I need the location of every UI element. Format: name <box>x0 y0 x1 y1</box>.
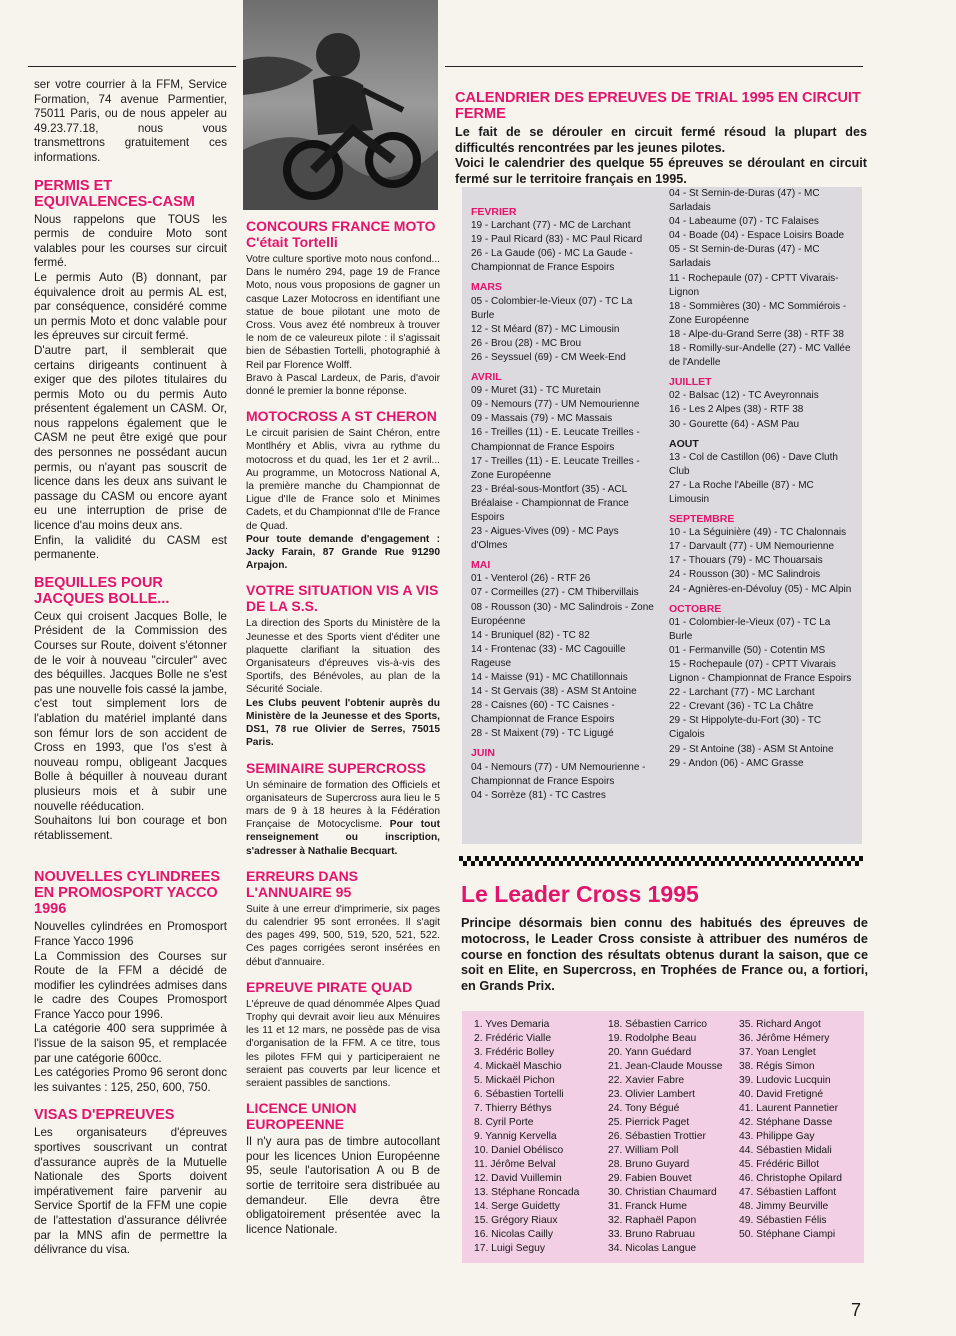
calendar-event: 14 - Bruniquel (82) - TC 82 <box>471 629 590 641</box>
checker-square <box>779 856 783 861</box>
calendar-event: 29 - St Antoine (38) - ASM St Antoine <box>669 743 834 755</box>
ranking-entry: 16. Nicolas Cailly <box>474 1229 553 1240</box>
checker-square <box>835 856 839 861</box>
checker-square <box>751 861 755 866</box>
calendar-column-left <box>471 205 657 803</box>
paragraph: L'épreuve de quad dénommée Alpes Quad Trophy qui devrait avoir lieu aux Ménuires les 11 et 12 mars, ne possède pas de visa d'organisation de la FFM. A ce titre, tous les pilotes FFM qui y participeraient ne seraient pas couverts par leur licence et seraient passibles de sanctions. <box>246 998 440 1089</box>
checker-square <box>679 861 683 866</box>
checker-square <box>575 861 579 866</box>
calendar-event: 26 - La Gaude (06) - MC La Gaude - Championnat de France Espoirs <box>471 248 633 274</box>
top-rule-left <box>28 66 236 67</box>
checker-square <box>795 856 799 861</box>
ranking-entry: 34. Nicolas Langue <box>608 1243 697 1254</box>
ranking-entry: 9. Yannig Kervella <box>474 1131 557 1142</box>
intro-text: ser votre courrier à la FFM, Service Formation, 74 avenue Parmentier, 75011 Paris, ou de nous appeler au 49.23.77.18, nous vous transmettrons gratuitement ces informations. <box>34 78 227 164</box>
calendar-event: 04 - Labeaume (07) - TC Falaises <box>669 216 819 228</box>
ranking-entry: 40. David Fretigné <box>739 1089 824 1100</box>
calendar-event: 16 - Treilles (11) - E. Leucate Treilles - Championnat de France Espoirs <box>471 427 640 453</box>
checker-square <box>515 856 519 861</box>
calendar-event: 24 - Rousson (30) - MC Salindrois <box>669 569 821 581</box>
checker-square <box>579 856 583 861</box>
ranking-entry: 23. Olivier Lambert <box>608 1089 695 1100</box>
checker-square <box>607 861 611 866</box>
checker-square <box>643 856 647 861</box>
checker-square <box>727 861 731 866</box>
ranking-entry: 35. Richard Angot <box>739 1019 821 1030</box>
ranking-entry: 49. Sébastien Félis <box>739 1215 827 1226</box>
checker-square <box>807 861 811 866</box>
checker-square <box>767 861 771 866</box>
checker-square <box>671 861 675 866</box>
heading-bequilles: BEQUILLES POUR JACQUES BOLLE... <box>34 574 170 607</box>
ranking-entry: 7. Thierry Béthys <box>474 1103 552 1114</box>
ranking-entry: 22. Xavier Fabre <box>608 1075 685 1086</box>
calendar-event: 07 - Cormeilles (27) - CM Thibervillais <box>471 587 639 599</box>
calendar-event: 01 - Colombier-le-Vieux (07) - TC La Burle <box>669 616 831 642</box>
ranking-box <box>462 1011 864 1263</box>
checker-square <box>799 861 803 866</box>
calendar-event: 02 - Balsac (12) - TC Aveyronnais <box>669 390 819 402</box>
checker-square <box>755 856 759 861</box>
checker-square <box>519 861 523 866</box>
checker-square <box>659 856 663 861</box>
checker-square <box>499 856 503 861</box>
calendar-box <box>462 187 862 844</box>
checker-square <box>539 856 543 861</box>
ranking-entry: 17. Luigi Seguy <box>474 1243 545 1254</box>
paragraph: Bravo à Pascal Lardeux, de Paris, d'avoir donné le premier la bonne réponse. <box>246 372 440 398</box>
calendar-month: FEVRIER <box>471 206 517 218</box>
ranking-entry: 39. Ludovic Lucquin <box>739 1075 831 1086</box>
paragraph: Il n'y aura pas de timbre autocollant pour les licences Union Européenne 95, seule l'autorisation A ou B de sortie de territoire sera distribuée au demandeur. Elle devra être obligatoirement présentée avec la licence Nationale. <box>246 1135 440 1236</box>
calendar-month: MARS <box>471 281 502 294</box>
checker-square <box>479 861 483 866</box>
checker-square <box>495 861 499 866</box>
checker-square <box>623 861 627 866</box>
checker-square <box>715 856 719 861</box>
paragraph-bold: Pour toute demande d'engagement : Jacky Farain, 87 Grande Rue 91290 Arpajon. <box>246 533 440 572</box>
calendar-event: 01 - Fermanville (50) - Cotentin MS <box>669 644 826 656</box>
checker-square <box>591 861 595 866</box>
ranking-entry: 8. Cyril Porte <box>474 1117 534 1128</box>
checker-square <box>707 856 711 861</box>
calendar-event: 10 - La Séguinière (49) - TC Chalonnais <box>669 527 847 539</box>
ranking-entry: 4. Mickaël Maschio <box>474 1061 562 1072</box>
leader-title: Le Leader Cross 1995 <box>461 881 699 907</box>
heading-visas: VISAS D'EPREUVES <box>34 1107 175 1124</box>
checker-square <box>639 861 643 866</box>
heading-calendrier: CALENDRIER DES EPREUVES DE TRIAL 1995 EN CIRCUIT FERME <box>455 90 861 122</box>
ranking-entry: 43. Philippe Gay <box>739 1131 815 1142</box>
checker-square <box>815 861 819 866</box>
paragraph: Souhaitons lui bon courage et bon rétablissement. <box>34 814 227 842</box>
ranking-entry: 10. Daniel Obélisco <box>474 1145 564 1156</box>
checker-square <box>555 856 559 861</box>
ranking-entry: 45. Frédéric Billot <box>739 1159 820 1170</box>
paragraph: Le circuit parisien de Saint Chéron, entre Montlhéry et Ablis, vivra au rythme du motocross et du quad, les 1er et 2 avril... Au programme, un Motocross National A, la première manche du Championnat de Ligue d'Ile de France solo et Minimes Cadets, et du Championnat d'Ile de France de Quad. <box>246 428 440 532</box>
checker-square <box>595 856 599 861</box>
ranking-entry: 3. Frédéric Bolley <box>474 1047 555 1058</box>
checker-square <box>531 856 535 861</box>
calendar-event: 14 - Frontenac (33) - MC Cagouille Rageuse <box>471 643 626 669</box>
checker-square <box>775 861 779 866</box>
ranking-entry: 28. Bruno Guyard <box>608 1159 690 1170</box>
column-middle <box>246 218 440 1237</box>
calendar-event: 11 - Rochepaule (07) - CPTT Vivarais-Lignon <box>669 272 839 298</box>
calendar-event: 19 - Larchant (77) - MC de Larchant <box>471 220 631 232</box>
checker-square <box>687 861 691 866</box>
leader-text: Principe désormais bien connu des habitués des épreuves de motocross, le Leader Cross consiste à attribuer des numéros de course en fonction des résultats obtenus durant la saison, que ce soit en Elite, en Supercross, en Trophées de France ou, a fortiori, en Grands Prix. <box>461 916 868 994</box>
calendar-event: 29 - St Hippolyte-du-Fort (30) - TC Cigalois <box>669 715 822 741</box>
calendar-event: 14 - St Gervais (38) - ASM St Antoine <box>471 686 637 698</box>
checker-square <box>699 856 703 861</box>
calendar-event: 29 - Andon (06) - AMC Grasse <box>669 757 804 769</box>
checker-square <box>651 856 655 861</box>
top-rule-right <box>445 66 863 67</box>
checker-square <box>563 856 567 861</box>
ranking-entry: 1. Yves Demaria <box>474 1019 550 1030</box>
checker-square <box>667 856 671 861</box>
ranking-entry: 24. Tony Bégué <box>608 1103 680 1114</box>
paragraph: Votre culture sportive moto nous confond... Dans le numéro 294, page 19 de France Moto, nous vous proposions de gagner un casque Lazer Motocross en identifiant une statue de boue pilotant une moto de Cross. Vous avez été nombreux à trouver le nom de ce valeureux pilote : il s'agissait bien de Sébastien Tortelli, photographié à Reil par Florence Wolff. <box>246 254 440 371</box>
calendar-month: JUIN <box>471 747 495 760</box>
calendar-event: 28 - St Maixent (79) - TC Ligugé <box>471 728 614 740</box>
checker-square <box>787 856 791 861</box>
ranking-entry: 18. Sébastien Carrico <box>608 1019 708 1030</box>
calendar-month: JUILLET <box>669 376 712 389</box>
ranking-entry: 2. Frédéric Vialle <box>474 1033 552 1044</box>
checker-square <box>615 861 619 866</box>
checker-square <box>843 856 847 861</box>
calendar-month: AVRIL <box>471 371 502 384</box>
calendar-event: 23 - Aigues-Vives (09) - MC Pays d'Olmes <box>471 526 619 552</box>
calendar-event: 23 - Bréal-sous-Montfort (35) - ACL Bréalaise - Championnat de France Espoirs <box>471 483 629 523</box>
ranking-entry: 32. Raphaël Papon <box>608 1215 697 1226</box>
heading-motocross: MOTOCROSS A ST CHERON <box>246 408 437 425</box>
checker-square <box>703 861 707 866</box>
heading-cylindrees: NOUVELLES CYLINDREES EN PROMOSPORT YACCO 1996 <box>34 869 221 918</box>
checker-square <box>695 861 699 866</box>
checker-square <box>611 856 615 861</box>
checker-square <box>791 861 795 866</box>
checker-square <box>487 861 491 866</box>
calendar-event: 16 - Les 2 Alpes (38) - RTF 38 <box>669 404 804 416</box>
ranking-entry: 30. Christian Chaumard <box>608 1187 717 1198</box>
ranking-entry: 42. Stéphane Dasse <box>739 1117 833 1128</box>
checker-square <box>507 856 511 861</box>
calendar-event: 09 - Nemours (77) - UM Nemourienne <box>471 399 640 411</box>
checker-square <box>599 861 603 866</box>
checker-square <box>475 856 479 861</box>
calendar-column-right <box>669 187 855 771</box>
checker-square <box>763 856 767 861</box>
ranking-entry: 19. Rodolphe Beau <box>608 1033 697 1044</box>
ranking-entry: 12. David Vuillemin <box>474 1173 562 1184</box>
paragraph: La catégorie 400 sera supprimée à l'issue de la saison 95, et remplacée par une catégorie 600cc. <box>34 1022 227 1065</box>
checker-strip <box>459 856 863 866</box>
ranking-entry: 44. Sébastien Midali <box>739 1145 832 1156</box>
checker-square <box>735 861 739 866</box>
paragraph: Suite à une erreur d'imprimerie, six pages du calendrier 95 sont erronées. Il s'agit des pages 499, 500, 519, 520, 521, 522. Ces pages corrigées seront insérées en début d'annuaire. <box>246 903 440 968</box>
calendar-event: 28 - Caisnes (60) - TC Caisnes - Championnat de France Espoirs <box>471 700 615 726</box>
motocross-photo <box>243 0 438 210</box>
calendar-event: 13 - Col de Castillon (06) - Dave Cluth Club <box>669 451 838 477</box>
checker-square <box>859 856 863 861</box>
calendar-month: AOUT <box>669 437 699 450</box>
checker-square <box>839 861 843 866</box>
calendar-event: 09 - Massais (79) - MC Massais <box>471 413 613 425</box>
heading-concours: CONCOURS FRANCE MOTO <box>246 218 436 234</box>
ranking-entry: 37. Yoan Lenglet <box>739 1047 816 1058</box>
checker-square <box>831 861 835 866</box>
ranking-entry: 29. Fabien Bouvet <box>608 1173 692 1184</box>
calendar-event: 05 - Colombier-le-Vieux (07) - TC La Burle <box>471 295 633 321</box>
ranking-entry: 5. Mickaël Pichon <box>474 1075 555 1086</box>
ranking-entry: 46. Christophe Opilard <box>739 1173 843 1184</box>
ranking-entry: 41. Laurent Pannetier <box>739 1103 839 1114</box>
calendar-event: 26 - Brou (28) - MC Brou <box>471 337 582 349</box>
checker-square <box>547 856 551 861</box>
calendar-event: 18 - Sommières (30) - MC Sommiérois - Zone Européenne <box>669 300 847 326</box>
calendar-event: 22 - Crevant (36) - TC La Châtre <box>669 701 814 713</box>
calendar-event: 09 - Muret (31) - TC Muretain <box>471 385 601 397</box>
calendar-event: 15 - Rochepaule (07) - CPTT Vivarais Lignon - Championnat de France Espoirs <box>669 659 852 685</box>
calendar-event: 18 - Romilly-sur-Andelle (27) - MC Vallée de l'Andelle <box>669 343 851 369</box>
heading-licence: LICENCE UNION EUROPEENNE <box>246 1100 357 1133</box>
checker-square <box>551 861 555 866</box>
checker-square <box>463 861 467 866</box>
checker-square <box>827 856 831 861</box>
ranking-entry: 13. Stéphane Roncada <box>474 1187 580 1198</box>
checker-square <box>683 856 687 861</box>
checker-square <box>627 856 631 861</box>
checker-square <box>647 861 651 866</box>
checker-square <box>511 861 515 866</box>
paragraph: Nous rappelons que TOUS les permis de conduire Moto sont valables pour les courses sur circuit fermé. <box>34 212 227 270</box>
checker-square <box>855 861 859 866</box>
calendar-event: 24 - Agnières-en-Dévoluy (05) - MC Alpin <box>669 583 852 595</box>
ranking-entry: 48. Jimmy Beurville <box>739 1201 829 1212</box>
subheading-tortelli: C'était Tortelli <box>246 234 338 250</box>
paragraph: D'autre part, il semblerait que certains dirigeants continuent à exiger que des pilotes titulaires du permis Moto ou du permis Auto présentent également un CASM. Or, nous rappelons également que le CASM ne peut être exigé que pour des personnes ne possédant aucun permis, ou n'ayant pas souscrit de licence dans les deux ans suivant le passage du CASM ou encore ayant eu une interruption de prise de licence d'au moins deux ans. <box>34 343 227 533</box>
calendar-event: 30 - Gourette (64) - ASM Pau <box>669 418 800 430</box>
checker-square <box>743 861 747 866</box>
calendar-event: 04 - Sorrèze (81) - TC Castres <box>471 789 606 801</box>
checker-square <box>655 861 659 866</box>
checker-square <box>847 861 851 866</box>
ranking-entry: 20. Yann Guédard <box>608 1047 692 1058</box>
checker-square <box>567 861 571 866</box>
ranking-entry: 38. Régis Simon <box>739 1061 815 1072</box>
checker-square <box>543 861 547 866</box>
paragraph: Enfin, la validité du CASM est permanente. <box>34 533 227 562</box>
calendar-intro: Voici le calendrier des quelque 55 épreuves se déroulant en circuit fermé sur le territoire français en 1995. <box>455 156 867 186</box>
ranking-entry: 21. Jean-Claude Mousse <box>608 1061 723 1072</box>
calendar-event: 17 - Darvault (77) - UM Nemourienne <box>669 541 835 553</box>
calendar-event: 01 - Venterol (26) - RTF 26 <box>471 573 591 585</box>
checker-square <box>631 861 635 866</box>
paragraph: La direction des Sports du Ministère de la Jeunesse et des Sports vient d'éditer une plaquette clarifiant la situation des Organisateurs d'épreuves vis-à-vis des Sportifs, des Bénévoles, au plan de la Sécurité Sociale. <box>246 618 440 696</box>
checker-square <box>783 861 787 866</box>
ranking-entry: 50. Stéphane Ciampi <box>739 1229 836 1240</box>
calendar-intro: Le fait de se dérouler en circuit fermé résoud la plupart des difficultés rencontrées par les jeunes pilotes. <box>455 125 867 155</box>
calendar-event: 22 - Larchant (77) - MC Larchant <box>669 687 815 699</box>
checker-square <box>663 861 667 866</box>
calendar-event: 04 - Nemours (77) - UM Nemourienne - Championnat de France Espoirs <box>471 761 646 787</box>
heading-situation: VOTRE SITUATION VIS A VIS DE LA S.S. <box>246 582 439 615</box>
checker-square <box>523 856 527 861</box>
heading-permis: PERMIS ET EQUIVALENCES-CASM <box>34 177 195 210</box>
calendar-event: 17 - Treilles (11) - E. Leucate Treilles - Zone Européenne <box>471 455 640 481</box>
checker-square <box>759 861 763 866</box>
checker-square <box>559 861 563 866</box>
calendar-month: SEPTEMBRE <box>669 513 735 526</box>
checker-square <box>819 856 823 861</box>
paragraph: Les catégories Promo 96 seront donc les suivantes : 125, 250, 600, 750. <box>34 1066 227 1094</box>
checker-square <box>811 856 815 861</box>
ranking-entry: 27. William Poll <box>608 1145 679 1156</box>
calendar-event: 26 - Seyssuel (69) - CM Week-End <box>471 351 626 363</box>
paragraph: Nouvelles cylindrées en Promosport France Yacco 1996 <box>34 920 227 948</box>
paragraph: Le permis Auto (B) donnant, par équivalence droit au permis AL est, par conséquence, considéré comme un permis Moto et donc valable pour les épreuves sur circuit fermé. <box>34 270 227 343</box>
column-left <box>34 78 227 1258</box>
checker-square <box>723 856 727 861</box>
calendar-event: 05 - St Sernin-de-Duras (47) - MC Sarladais <box>669 244 820 270</box>
checker-square <box>823 861 827 866</box>
calendar-event: 17 - Thouars (79) - MC Thouarsais <box>669 555 823 567</box>
paragraph: La Commission des Courses sur Route de la FFM a décidé de modifier les cylindrées admises dans le cadre des Coupes Promosport France Yacco pour 1996. <box>34 949 227 1021</box>
checker-square <box>771 856 775 861</box>
page-number: 7 <box>851 1300 862 1320</box>
checker-square <box>739 856 743 861</box>
paragraph: Ceux qui croisent Jacques Bolle, le Président de la Commission des Courses sur Route, doivent s'étonner de le voir à nouveau "circuler" avec des béquilles. Jacques Bolle ne s'est pas une nouvelle fois cassé la jambe, c'est tout simplement lors de l'ablation du matériel implanté dans son fémur lors de son accident de Cross en 1993, que l'os s'est à nouveau rompu, obligeant Jacques Bolle à béquiller à nouveau durant plusieurs mois et à subir une nouvelle rééducation. <box>34 609 227 813</box>
calendar-event: 04 - St Sernin-de-Duras (47) - MC Sarladais <box>669 188 820 214</box>
calendar-month: OCTOBRE <box>669 602 722 615</box>
heading-seminaire: SEMINAIRE SUPERCROSS <box>246 759 426 776</box>
ranking-column-3 <box>739 1018 842 1242</box>
heading-pirate-quad: EPREUVE PIRATE QUAD <box>246 978 413 995</box>
ranking-entry: 31. Franck Hume <box>608 1201 687 1212</box>
paragraph: Un séminaire de formation des Officiels et organisateurs de Supercross aura lieu le 5 mars de 9 à 18 heures à la Fédération Française de Motocyclisme. <box>246 779 440 831</box>
calendar-event: 27 - La Roche l'Abeille (87) - MC Limousin <box>669 479 814 505</box>
calendar-event: 08 - Rousson (30) - MC Salindrois - Zone Européenne <box>471 601 654 627</box>
checker-square <box>571 856 575 861</box>
checker-square <box>491 856 495 861</box>
checker-square <box>851 856 855 861</box>
checker-square <box>731 856 735 861</box>
checker-square <box>471 861 475 866</box>
calendar-month: MAI <box>471 559 491 572</box>
checker-square <box>603 856 607 861</box>
checker-square <box>587 856 591 861</box>
checker-square <box>535 861 539 866</box>
checker-square <box>675 856 679 861</box>
checker-square <box>467 856 471 861</box>
ranking-entry: 6. Sébastien Tortelli <box>474 1089 564 1100</box>
paragraph-bold: Pour tout renseignement ou inscription, s'adresser à Nathalie Becquart. <box>246 819 440 857</box>
ranking-entry: 15. Grégory Riaux <box>474 1215 558 1226</box>
ranking-entry: 14. Serge Guidetty <box>474 1201 560 1212</box>
calendar-event: 19 - Paul Ricard (83) - MC Paul Ricard <box>471 234 643 246</box>
paragraph: Les organisateurs d'épreuves sportives souscrivant un contrat d'assurance auprès de la Mutuelle Nationale des Sports doivent impérativement faire parvenir au Service Sportif de la FFM une copie de l'attestation d'assurance délivrée par la MNS afin de permettre la délivrance du visa. <box>34 1126 227 1257</box>
checker-square <box>711 861 715 866</box>
calendar-event: 04 - Boade (04) - Espace Loisirs Boade <box>669 230 845 242</box>
checker-square <box>747 856 751 861</box>
ranking-entry: 47. Sébastien Laffont <box>739 1187 837 1198</box>
checker-square <box>691 856 695 861</box>
ranking-entry: 11. Jérôme Belval <box>474 1159 556 1170</box>
checker-square <box>803 856 807 861</box>
paragraph-bold: Les Clubs peuvent l'obtenir auprès du Ministère de la Jeunesse et des Sports, DS1, 78 rue Olivier de Serres, 75015 Paris. <box>246 697 440 749</box>
ranking-column-1 <box>474 1018 579 1256</box>
ranking-entry: 25. Pierrick Paget <box>608 1117 690 1128</box>
checker-square <box>459 856 463 861</box>
ranking-column-2 <box>608 1018 722 1256</box>
heading-erreurs: ERREURS DANS L'ANNUAIRE 95 <box>246 867 359 900</box>
ranking-entry: 36. Jérôme Hémery <box>739 1033 830 1044</box>
checker-square <box>527 861 531 866</box>
checker-square <box>635 856 639 861</box>
checker-square <box>583 861 587 866</box>
checker-square <box>719 861 723 866</box>
checker-square <box>483 856 487 861</box>
column-right <box>455 90 867 187</box>
checker-square <box>619 856 623 861</box>
checker-square <box>503 861 507 866</box>
ranking-entry: 26. Sébastien Trottier <box>608 1131 706 1142</box>
calendar-event: 14 - Maisse (91) - MC Chatillonnais <box>471 672 628 683</box>
calendar-event: 12 - St Méard (87) - MC Limousin <box>471 323 620 335</box>
ranking-entry: 33. Bruno Rabruau <box>608 1229 696 1240</box>
calendar-event: 18 - Alpe-du-Grand Serre (38) - RTF 38 <box>669 328 844 340</box>
